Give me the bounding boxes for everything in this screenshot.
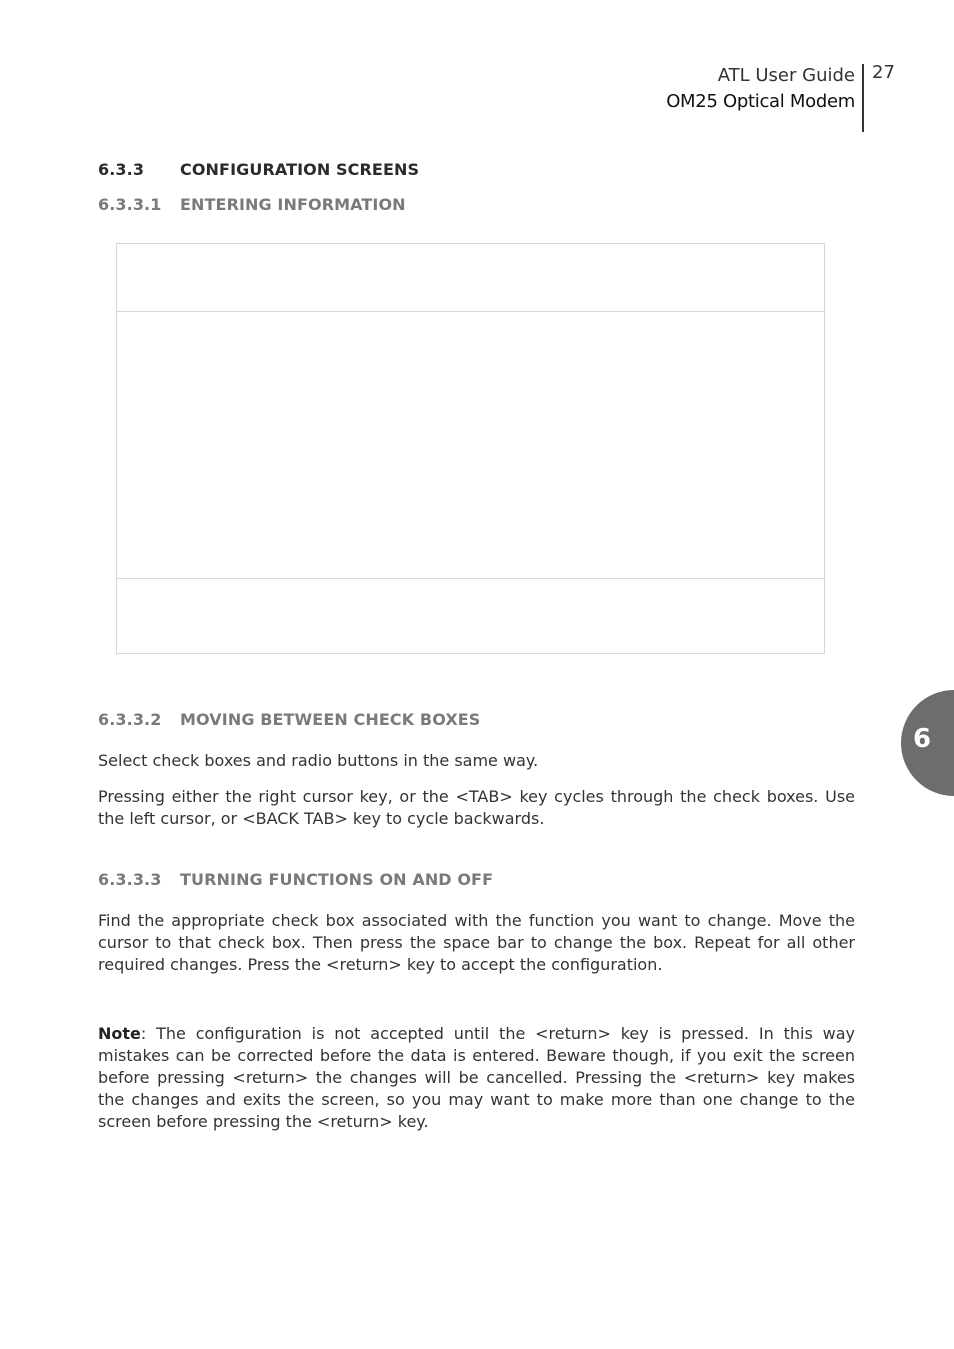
section-title: ENTERING INFORMATION — [180, 195, 406, 214]
configuration-screen-figure — [116, 243, 825, 654]
section-title: MOVING BETWEEN CHECK BOXES — [180, 710, 481, 729]
page-number: 27 — [872, 62, 895, 83]
section-number: 6.3.3.1 — [98, 195, 162, 214]
header-divider — [862, 64, 864, 132]
paragraph-turning-functions: Find the appropriate check box associated with the function you want to change. Move the cursor to that check box. Then press the space bar to change the box. Repeat for all other required changes. Press the <return> key to accept the configuration. — [98, 911, 855, 974]
note-text: : The configuration is not accepted until the <return> key is pressed. In this way mistakes can be corrected before the data is entered. Beware though, if you exit the screen before pressing <return> the changes will be cancelled. Pressing the <return> key makes the changes and exits the screen, so you may want to make more than one change to the screen before pressing the <return> key. — [98, 1024, 855, 1131]
note-label: Note — [98, 1024, 141, 1043]
section-number: 6.3.3.2 — [98, 710, 162, 729]
paragraph-check-boxes: Select check boxes and radio buttons in the same way. — [98, 751, 539, 770]
running-header — [666, 63, 855, 115]
note-paragraph — [98, 1023, 855, 1133]
section-title: TURNING FUNCTIONS ON AND OFF — [180, 870, 494, 889]
section-heading-6-3-3-3 — [98, 870, 493, 889]
product-title: OM25 Optical Modem — [666, 91, 855, 112]
section-heading-6-3-3 — [98, 160, 419, 179]
section-number: 6.3.3.3 — [98, 870, 162, 889]
guide-title: ATL User Guide — [717, 65, 855, 86]
section-heading-6-3-3-1 — [98, 195, 406, 214]
paragraph-cursor-keys: Pressing either the right cursor key, or the <TAB> key cycles through the check boxes. Use the left cursor, or <BACK TAB> key to cycle backwards. — [98, 787, 855, 828]
figure-divider-top — [117, 311, 824, 312]
chapter-number: 6 — [913, 724, 932, 754]
section-title: CONFIGURATION SCREENS — [180, 160, 420, 179]
figure-divider-bottom — [117, 578, 824, 579]
section-heading-6-3-3-2 — [98, 710, 480, 729]
section-number: 6.3.3 — [98, 160, 145, 179]
